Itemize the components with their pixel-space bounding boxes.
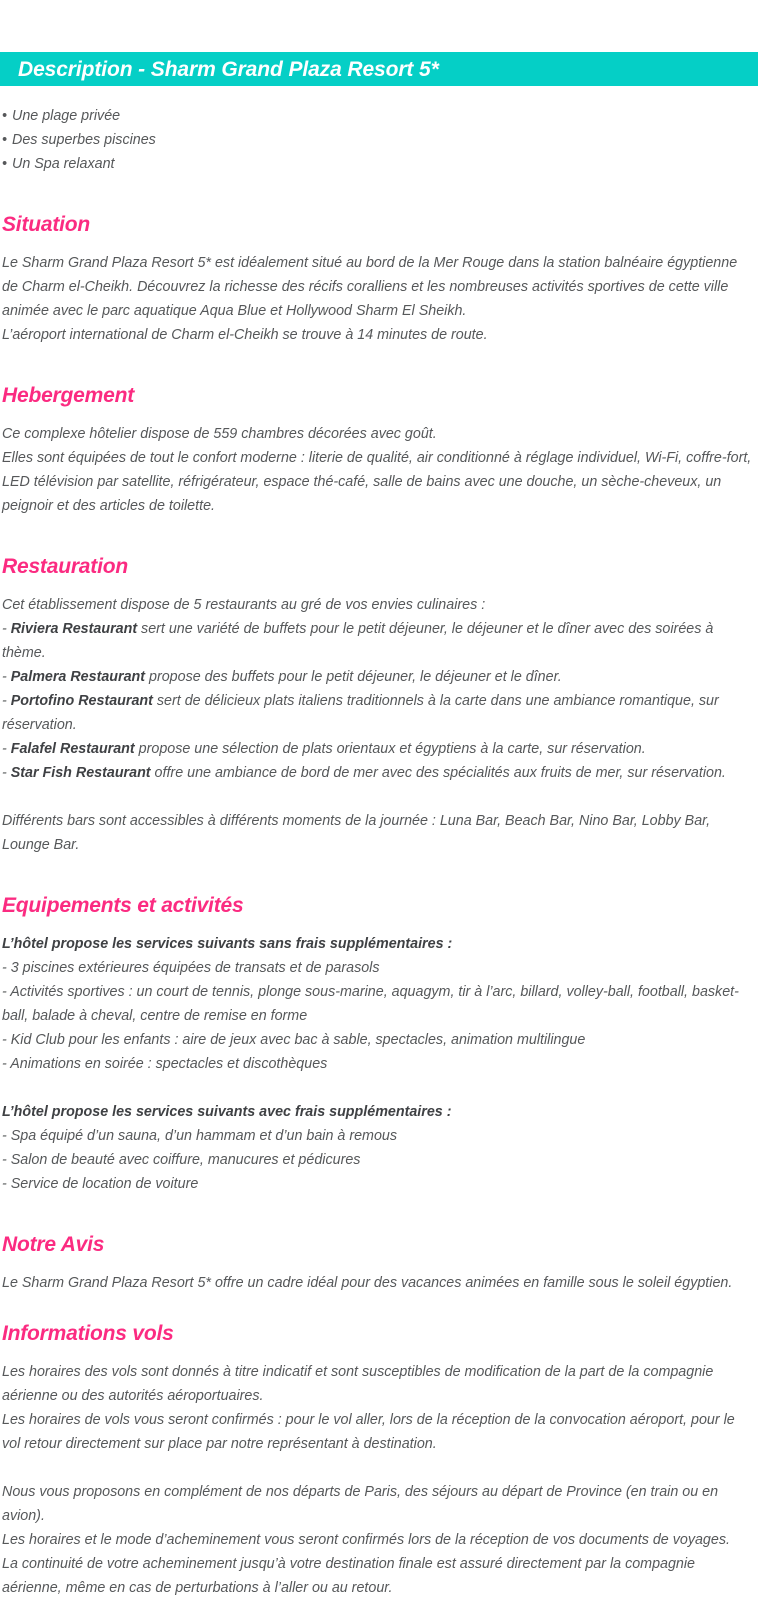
paragraph-intro: Cet établissement dispose de 5 restaurants au gré de vos envies culinaires : bbox=[2, 597, 486, 613]
paid-service-item: - Service de location de voiture bbox=[2, 1176, 199, 1192]
content-column bbox=[0, 86, 758, 1600]
paragraph: Ce complexe hôtelier dispose de 559 chambres décorées avec goût. bbox=[2, 426, 437, 442]
restaurant-desc: sert de délicieux plats italiens traditionnels à la carte dans une ambiance romantique, sur réservation. bbox=[2, 693, 719, 733]
restaurant-prefix: - bbox=[2, 765, 11, 781]
paragraph-bars: Différents bars sont accessibles à différents moments de la journée : Luna Bar, Beach Bar, Nino Bar, Lobby Bar, Lounge Bar. bbox=[2, 813, 711, 853]
restaurant-desc: propose des buffets pour le petit déjeuner, le déjeuner et le dîner. bbox=[145, 669, 562, 685]
restaurant-desc: sert une variété de buffets pour le petit déjeuner, le déjeuner et le dîner avec des soirées à thème. bbox=[2, 621, 714, 661]
section-equipements bbox=[2, 895, 756, 1196]
free-services-heading: L’hôtel propose les services suivants sans frais supplémentaires : bbox=[2, 936, 453, 952]
paid-service-item: - Spa équipé d’un sauna, d’un hammam et d’un bain à remous bbox=[2, 1128, 398, 1144]
free-service-item: - Kid Club pour les enfants : aire de jeux avec bac à sable, spectacles, animation multilingue bbox=[2, 1032, 586, 1048]
restaurant-name: Riviera Restaurant bbox=[10, 621, 138, 637]
restaurant-entry bbox=[2, 689, 756, 737]
list-item bbox=[2, 152, 756, 176]
spacer bbox=[2, 406, 756, 422]
bullet-icon: • bbox=[2, 156, 8, 172]
spacer bbox=[2, 1255, 756, 1271]
paid-services-heading: L’hôtel propose les services suivants avec frais supplémentaires : bbox=[2, 1104, 452, 1120]
list-item bbox=[2, 104, 756, 128]
page-title: Description - Sharm Grand Plaza Resort 5* bbox=[18, 57, 439, 81]
restaurant-entry bbox=[2, 617, 756, 665]
spacer bbox=[2, 577, 756, 593]
bullet-icon: • bbox=[2, 132, 8, 148]
restaurant-name: Portofino Restaurant bbox=[10, 693, 153, 709]
paragraph: Elles sont équipées de tout le confort moderne : literie de qualité, air conditionné à réglage individuel, Wi-Fi, coffre-fort, LED télévision par satellite, réfrigérateur, espace thé-café, salle de bains avec une douche, un sèche-cheveux, un peignoir et des articles de toilette. bbox=[2, 450, 752, 514]
paragraph: Le Sharm Grand Plaza Resort 5* est idéalement situé au bord de la Mer Rouge dans la station balnéaire égyptienne de Charm el-Cheikh. Découvrez la richesse des récifs coralliens et les nombreuses activités sportives de cette ville animée avec le parc aquatique Aqua Blue et Hollywood Sharm El Sheikh. bbox=[2, 255, 738, 319]
spacer bbox=[2, 235, 756, 251]
paragraph: Nous vous proposons en complément de nos départs de Paris, des séjours au départ de Province (en train ou en avion). bbox=[2, 1484, 719, 1524]
free-service-item: - 3 piscines extérieures équipées de transats et de parasols bbox=[2, 960, 380, 976]
paid-service-item: - Salon de beauté avec coiffure, manucures et pédicures bbox=[2, 1152, 361, 1168]
restaurant-desc: propose une sélection de plats orientaux et égyptiens à la carte, sur réservation. bbox=[134, 741, 646, 757]
section-heading-notre-avis: Notre Avis bbox=[2, 1233, 105, 1256]
section-heading-equipements: Equipements et activités bbox=[2, 894, 244, 917]
page-title-banner bbox=[0, 52, 758, 86]
section-informations-vols bbox=[2, 1323, 756, 1600]
spacer bbox=[2, 916, 756, 932]
highlights-list bbox=[2, 86, 756, 176]
restaurant-desc: offre une ambiance de bord de mer avec des spécialités aux fruits de mer, sur réservation. bbox=[150, 765, 726, 781]
section-heading-restauration: Restauration bbox=[2, 555, 128, 578]
highlight-text: Un Spa relaxant bbox=[12, 156, 115, 172]
spacer bbox=[2, 518, 756, 556]
restaurant-name: Falafel Restaurant bbox=[10, 741, 135, 757]
restaurant-prefix: - bbox=[2, 693, 11, 709]
section-notre-avis bbox=[2, 1234, 756, 1295]
restaurant-prefix: - bbox=[2, 621, 11, 637]
spacer bbox=[2, 785, 756, 809]
paragraph: Le Sharm Grand Plaza Resort 5* offre un cadre idéal pour des vacances animées en famille sous le soleil égyptien. bbox=[2, 1275, 733, 1291]
spacer bbox=[2, 1295, 756, 1323]
spacer bbox=[2, 176, 756, 214]
section-heading-situation: Situation bbox=[2, 213, 91, 236]
paragraph: Les horaires de vols vous seront confirmés : pour le vol aller, lors de la réception de la convocation aéroport, pour le vol retour directement sur place par notre représentant à destination. bbox=[2, 1412, 735, 1452]
top-spacer bbox=[0, 0, 758, 52]
restaurant-name: Star Fish Restaurant bbox=[10, 765, 151, 781]
restaurant-entry bbox=[2, 737, 756, 761]
restaurant-entry bbox=[2, 761, 756, 785]
section-situation bbox=[2, 214, 756, 347]
section-heading-informations-vols: Informations vols bbox=[2, 1322, 174, 1345]
spacer bbox=[2, 347, 756, 385]
paragraph: Les horaires et le mode d’acheminement vous seront confirmés lors de la réception de vos documents de voyages. bbox=[2, 1532, 730, 1548]
paragraph: Les horaires des vols sont donnés à titre indicatif et sont susceptibles de modification de la part de la compagnie aérienne ou des autorités aéroportuaires. bbox=[2, 1364, 714, 1404]
spacer bbox=[2, 1456, 756, 1480]
restaurant-prefix: - bbox=[2, 669, 11, 685]
bullet-icon: • bbox=[2, 108, 8, 124]
section-restauration bbox=[2, 556, 756, 857]
free-service-item: - Activités sportives : un court de tennis, plonge sous-marine, aquagym, tir à l’arc, billard, volley-ball, football, basket-ball, balade à cheval, centre de remise en forme bbox=[2, 984, 739, 1024]
spacer bbox=[2, 1196, 756, 1234]
section-hebergement bbox=[2, 385, 756, 518]
spacer bbox=[2, 857, 756, 895]
paragraph: L’aéroport international de Charm el-Cheikh se trouve à 14 minutes de route. bbox=[2, 327, 488, 343]
spacer bbox=[2, 1076, 756, 1100]
restaurant-entry bbox=[2, 665, 756, 689]
restaurant-prefix: - bbox=[2, 741, 11, 757]
list-item bbox=[2, 128, 756, 152]
restaurant-name: Palmera Restaurant bbox=[10, 669, 146, 685]
free-service-item: - Animations en soirée : spectacles et discothèques bbox=[2, 1056, 328, 1072]
highlight-text: Une plage privée bbox=[12, 108, 121, 124]
highlight-text: Des superbes piscines bbox=[12, 132, 156, 148]
spacer bbox=[2, 1344, 756, 1360]
paragraph: La continuité de votre acheminement jusqu’à votre destination finale est assuré directement par la compagnie aérienne, même en cas de perturbations à l’aller ou au retour. bbox=[2, 1556, 696, 1596]
section-heading-hebergement: Hebergement bbox=[2, 384, 135, 407]
